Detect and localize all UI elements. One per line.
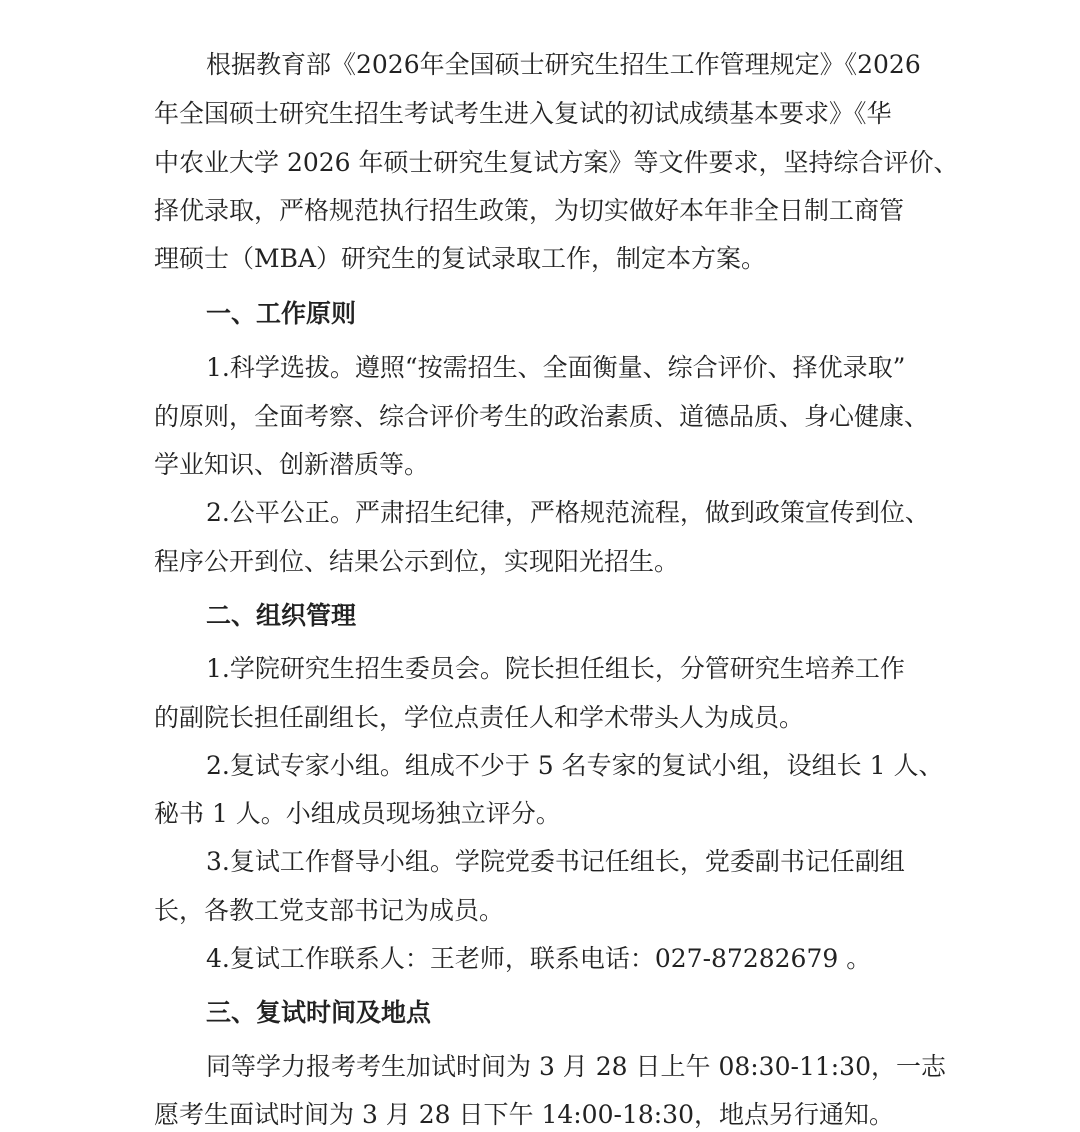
section-2-item-4-line-1: 4.复试工作联系人：王老师，联系电话：027-87282679 。 [206,944,872,973]
section-1-item-1-line-1: 1.科学选拔。遵照“按需招生、全面衡量、综合评价、择优录取” [206,353,906,382]
section-1-heading: 一、工作原则 [206,299,357,328]
section-2-item-3-line-2: 长，各教工党支部书记为成员。 [154,896,505,925]
section-2-item-2-line-2: 秘书 1 人。小组成员现场独立评分。 [154,799,561,828]
intro-line-2: 年全国硕士研究生招生考试考生进入复试的初试成绩基本要求》《华 [154,99,892,128]
section-3-para-line-1: 同等学力报考考生加试时间为 3 月 28 日上午 08:30-11:30，一志 [206,1052,946,1081]
section-3-heading: 三、复试时间及地点 [206,998,432,1027]
section-2-item-1-line-1: 1.学院研究生招生委员会。院长担任组长，分管研究生培养工作 [206,654,905,683]
section-1-item-1-line-2: 的原则，全面考察、综合评价考生的政治素质、道德品质、身心健康、 [154,402,930,431]
intro-line-5: 理硕士（MBA）研究生的复试录取工作，制定本方案。 [154,244,767,273]
section-3-para-line-2: 愿考生面试时间为 3 月 28 日下午 14:00-18:30，地点另行通知。 [154,1100,894,1129]
intro-line-4: 择优录取，严格规范执行招生政策，为切实做好本年非全日制工商管 [154,196,905,225]
section-2-heading: 二、组织管理 [206,601,357,630]
section-1-item-2-line-1: 2.公平公正。严肃招生纪律，严格规范流程，做到政策宣传到位、 [206,498,930,527]
section-2-item-3-line-1: 3.复试工作督导小组。学院党委书记任组长，党委副书记任副组 [206,847,905,876]
intro-line-3: 中农业大学 2026 年硕士研究生复试方案》等文件要求，坚持综合评价、 [154,148,959,177]
section-1-item-1-line-3: 学业知识、创新潜质等。 [154,450,430,479]
intro-line-1: 根据教育部《2026年全国硕士研究生招生工作管理规定》《2026 [206,50,921,79]
section-1-item-2-line-2: 程序公开到位、结果公示到位，实现阳光招生。 [154,547,680,576]
section-2-item-1-line-2: 的副院长担任副组长，学位点责任人和学术带头人为成员。 [154,703,805,732]
section-2-item-2-line-1: 2.复试专家小组。组成不少于 5 名专家的复试小组，设组长 1 人、 [206,751,944,780]
